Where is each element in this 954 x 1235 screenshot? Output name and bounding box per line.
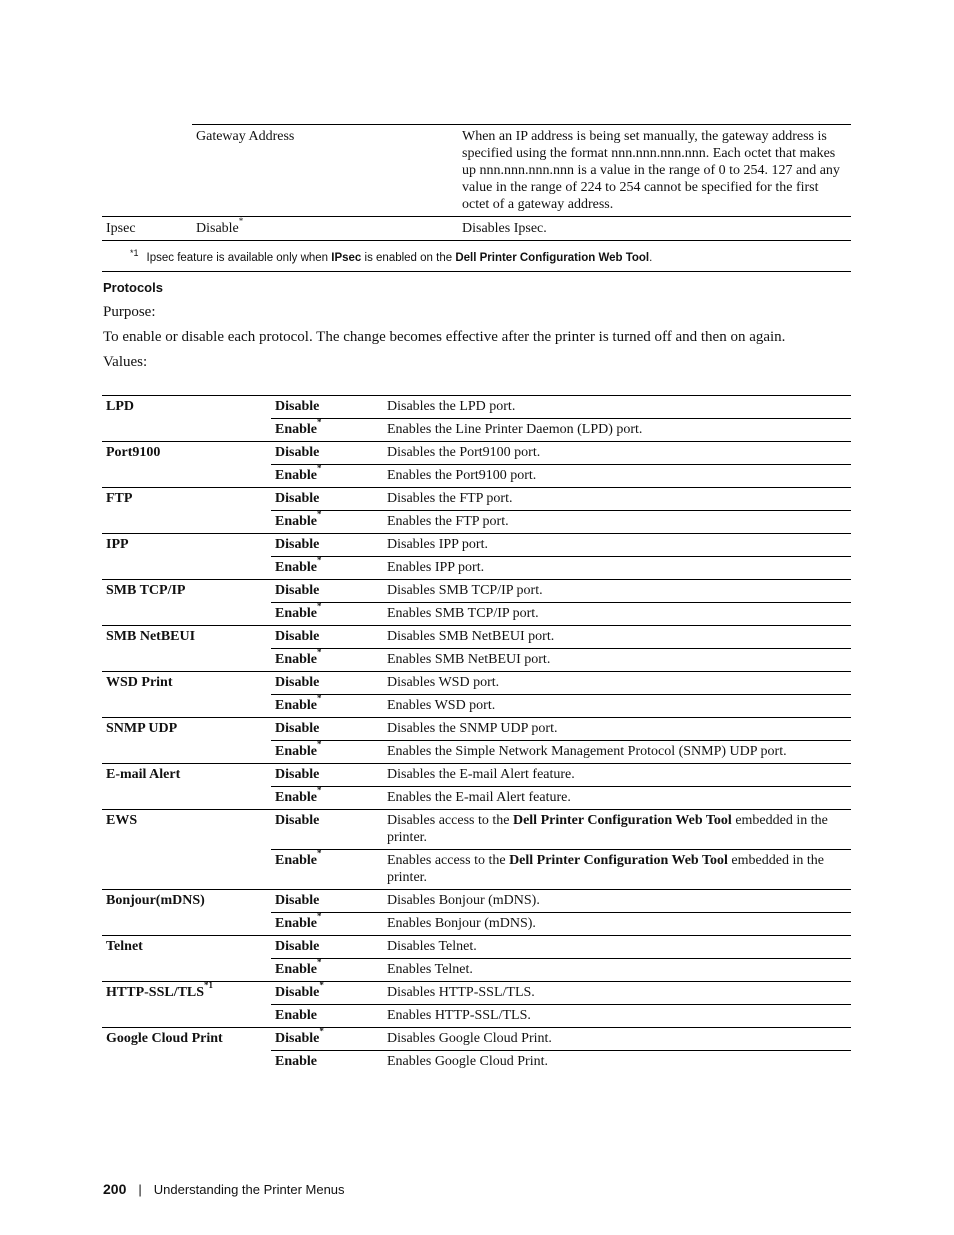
option-description: Disables HTTP-SSL/TLS. (383, 982, 851, 1005)
option-value (271, 511, 383, 534)
table-row (102, 959, 851, 982)
purpose-text: To enable or disable each protocol. The change becomes effective after the printer is turned off and then on again. (103, 329, 786, 345)
setting-label: Gateway Address (192, 125, 458, 217)
option-value (271, 557, 383, 580)
table-row (102, 982, 851, 1005)
protocol-name (102, 890, 271, 913)
option-description: Disables Bonjour (mDNS). (383, 890, 851, 913)
option-value-text: Disable (275, 675, 320, 690)
setting-description: When an IP address is being set manually, the gateway address is specified using the format nnn.nnn.nnn.nnn. Each octet that makes up nnn.nnn.nnn.nnn is a value in the range of 0 to 254. 127 and any value in the range of 224 to 254 cannot be specified for the first octet of a gateway address. (458, 125, 851, 217)
option-description: Enables IPP port. (383, 557, 851, 580)
option-description (383, 850, 851, 890)
footnote-mark: *1 (130, 248, 139, 258)
description-text: embedded in the printer. (387, 813, 828, 845)
option-description: Enables the Simple Network Management Protocol (SNMP) UDP port. (383, 741, 851, 764)
option-value-text: Enable (275, 790, 318, 805)
option-value-text: Disable (275, 445, 320, 460)
option-value (271, 982, 383, 1005)
table-cell-empty (102, 695, 271, 718)
option-value-text: Disable (275, 893, 320, 908)
table-row (102, 465, 851, 488)
footnote-term: IPsec (331, 251, 362, 264)
option-value (271, 649, 383, 672)
value-text: Disable (196, 221, 239, 236)
table-cell-empty (102, 1005, 271, 1028)
table-row (102, 626, 851, 649)
option-description: Disables the LPD port. (383, 396, 851, 419)
table-row (102, 741, 851, 764)
option-description: Enables Bonjour (mDNS). (383, 913, 851, 936)
protocol-name-text: EWS (106, 813, 138, 828)
option-value-text: Enable (275, 560, 318, 575)
protocol-name (102, 1028, 271, 1051)
protocol-name (102, 442, 271, 465)
default-mark: * (317, 555, 322, 566)
protocol-name (102, 534, 271, 557)
default-mark: * (238, 216, 244, 227)
option-value (271, 396, 383, 419)
table-row (102, 810, 851, 850)
table-row (102, 672, 851, 695)
option-description: Disables the E-mail Alert feature. (383, 764, 851, 787)
protocol-name-text: IPP (106, 537, 129, 552)
option-value (271, 1028, 383, 1051)
option-value-text: Enable (275, 962, 318, 977)
option-value (271, 741, 383, 764)
protocol-name (102, 764, 271, 787)
settings-table-continued (102, 124, 851, 272)
footnote-tool-name: Dell Printer Configuration Web Tool (455, 251, 650, 264)
table-row (102, 936, 851, 959)
footnote-text-middle: is enabled on the (361, 251, 456, 264)
option-value (271, 718, 383, 741)
option-value-text: Disable (275, 491, 320, 506)
option-description: Disables the FTP port. (383, 488, 851, 511)
option-value-text: Enable (275, 1008, 318, 1023)
setting-description: Disables Ipsec. (458, 217, 851, 241)
option-description: Enables SMB NetBEUI port. (383, 649, 851, 672)
table-row (102, 396, 851, 419)
table-cell-empty (102, 603, 271, 626)
protocols-table-body (102, 396, 851, 1074)
default-mark: * (319, 1026, 324, 1037)
protocol-name (102, 396, 271, 419)
protocol-name-text: Telnet (106, 939, 143, 954)
option-description: Enables the FTP port. (383, 511, 851, 534)
table-row (102, 649, 851, 672)
default-mark: * (317, 848, 322, 859)
table-row (102, 787, 851, 810)
table-cell-empty (102, 557, 271, 580)
option-value (271, 959, 383, 982)
protocol-name-text: SMB TCP/IP (106, 583, 186, 598)
option-value-text: Enable (275, 606, 318, 621)
option-value-text: Enable (275, 514, 318, 529)
table-cell-empty (102, 649, 271, 672)
table-row (102, 1028, 851, 1051)
table-cell-empty (102, 913, 271, 936)
option-value (271, 488, 383, 511)
option-value-text: Disable (275, 583, 320, 598)
option-value (271, 465, 383, 488)
table-row (102, 580, 851, 603)
values-label: Values: (103, 354, 148, 370)
option-value-text: Enable (275, 468, 318, 483)
option-value (271, 936, 383, 959)
option-description: Disables WSD port. (383, 672, 851, 695)
option-description: Enables WSD port. (383, 695, 851, 718)
default-mark: * (317, 463, 322, 474)
option-description: Disables Telnet. (383, 936, 851, 959)
option-description: Enables Google Cloud Print. (383, 1051, 851, 1074)
footnote-mark: *1 (204, 980, 214, 991)
option-value-text: Enable (275, 698, 318, 713)
protocol-name (102, 982, 271, 1005)
table-cell-empty (102, 465, 271, 488)
option-description: Disables the Port9100 port. (383, 442, 851, 465)
default-mark: * (317, 785, 322, 796)
default-mark: * (317, 509, 322, 520)
protocol-name-text: WSD Print (106, 675, 173, 690)
table-footnote-row (102, 241, 851, 272)
option-description: Disables SMB TCP/IP port. (383, 580, 851, 603)
option-value-text: Disable (275, 1031, 320, 1046)
option-value-text: Disable (275, 813, 320, 828)
default-mark: * (317, 693, 322, 704)
option-value-text: Disable (275, 985, 320, 1000)
footnote-text-after: . (649, 251, 653, 264)
protocol-name-text: Port9100 (106, 445, 161, 460)
table-row (102, 488, 851, 511)
description-text: embedded in the printer. (387, 853, 824, 885)
option-value-text: Enable (275, 1054, 318, 1069)
protocol-name-text: E-mail Alert (106, 767, 181, 782)
option-value (271, 695, 383, 718)
table-row (102, 764, 851, 787)
protocol-name-text: HTTP-SSL/TLS (106, 985, 205, 1000)
protocol-name (102, 718, 271, 741)
option-value-text: Disable (275, 939, 320, 954)
protocols-table (102, 395, 851, 1073)
tool-name: Dell Printer Configuration Web Tool (509, 853, 728, 868)
protocol-name-text: Bonjour(mDNS) (106, 893, 205, 908)
option-value-text: Disable (275, 721, 320, 736)
option-value (271, 442, 383, 465)
table-cell-empty (102, 125, 192, 217)
table-row (102, 913, 851, 936)
option-description: Disables IPP port. (383, 534, 851, 557)
option-value (271, 603, 383, 626)
table-row (102, 419, 851, 442)
default-mark: * (317, 417, 322, 428)
table-row (102, 217, 851, 241)
table-cell-empty (102, 787, 271, 810)
footer-separator: | (138, 1182, 142, 1197)
option-value (271, 626, 383, 649)
table-row (102, 125, 851, 217)
description-text: Disables access to the (387, 813, 513, 828)
footnote-text-before: Ipsec feature is available only when (146, 251, 332, 264)
setting-name: Ipsec (102, 217, 192, 241)
setting-value (192, 217, 458, 241)
option-value (271, 1051, 383, 1074)
table-row (102, 890, 851, 913)
option-value-text: Disable (275, 629, 320, 644)
purpose-label: Purpose: (103, 304, 156, 320)
page-number: 200 (103, 1181, 127, 1197)
protocol-name-text: FTP (106, 491, 133, 506)
option-description: Enables the E-mail Alert feature. (383, 787, 851, 810)
option-value (271, 810, 383, 850)
default-mark: * (317, 911, 322, 922)
chapter-title: Understanding the Printer Menus (153, 1182, 345, 1197)
table-row (102, 718, 851, 741)
table-row (102, 603, 851, 626)
table-row (102, 557, 851, 580)
option-value (271, 890, 383, 913)
option-value (271, 913, 383, 936)
table-footnote (102, 241, 851, 272)
option-description: Disables Google Cloud Print. (383, 1028, 851, 1051)
default-mark: * (317, 739, 322, 750)
option-value-text: Enable (275, 916, 318, 931)
option-description: Enables the Port9100 port. (383, 465, 851, 488)
table-cell-empty (102, 1051, 271, 1074)
page-footer (103, 1181, 345, 1197)
table-cell-empty (102, 959, 271, 982)
default-mark: * (319, 980, 324, 991)
option-description: Enables the Line Printer Daemon (LPD) port. (383, 419, 851, 442)
table-row (102, 1005, 851, 1028)
protocol-name-text: LPD (106, 399, 134, 414)
table-row (102, 534, 851, 557)
option-description: Disables the SNMP UDP port. (383, 718, 851, 741)
table-row (102, 511, 851, 534)
option-value (271, 419, 383, 442)
option-description: Enables Telnet. (383, 959, 851, 982)
option-description: Enables SMB TCP/IP port. (383, 603, 851, 626)
default-mark: * (317, 647, 322, 658)
tool-name: Dell Printer Configuration Web Tool (512, 813, 732, 828)
protocol-name (102, 580, 271, 603)
protocol-name-text: SNMP UDP (106, 721, 178, 736)
option-value-text: Enable (275, 652, 318, 667)
protocol-name (102, 488, 271, 511)
protocol-name (102, 626, 271, 649)
option-value (271, 580, 383, 603)
description-text: Enables access to the (387, 853, 510, 868)
table-row (102, 1051, 851, 1074)
option-value (271, 787, 383, 810)
protocol-name-text: SMB NetBEUI (106, 629, 196, 644)
default-mark: * (317, 601, 322, 612)
table-cell-empty (102, 419, 271, 442)
section-heading: Protocols (103, 280, 163, 295)
option-value-text: Disable (275, 399, 320, 414)
table-row (102, 442, 851, 465)
option-value-text: Enable (275, 422, 318, 437)
protocol-name (102, 936, 271, 959)
protocol-name (102, 672, 271, 695)
option-value-text: Enable (275, 853, 318, 868)
table-row (102, 695, 851, 718)
table-cell-empty (102, 511, 271, 534)
option-value-text: Disable (275, 767, 320, 782)
option-value (271, 534, 383, 557)
option-value (271, 672, 383, 695)
option-value-text: Enable (275, 744, 318, 759)
option-value (271, 1005, 383, 1028)
option-value-text: Disable (275, 537, 320, 552)
option-description: Enables HTTP-SSL/TLS. (383, 1005, 851, 1028)
table-cell-empty (102, 741, 271, 764)
protocol-name (102, 810, 271, 850)
table-row (102, 850, 851, 890)
protocol-name-text: Google Cloud Print (106, 1031, 223, 1046)
option-value (271, 764, 383, 787)
default-mark: * (317, 957, 322, 968)
option-value (271, 850, 383, 890)
option-description: Disables SMB NetBEUI port. (383, 626, 851, 649)
table-cell-empty (102, 850, 271, 890)
option-description (383, 810, 851, 850)
